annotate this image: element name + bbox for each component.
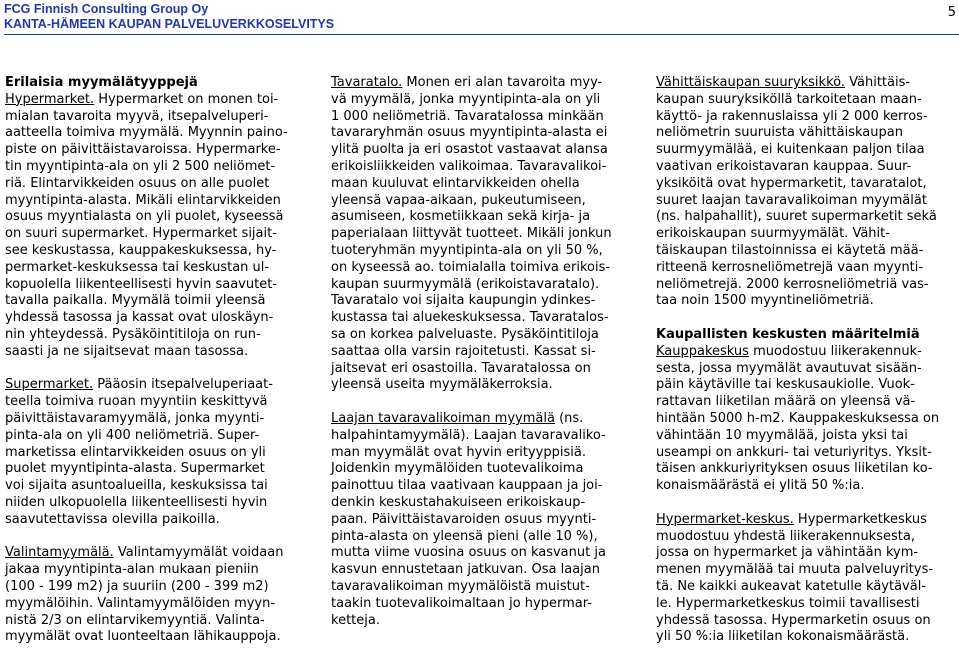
text-line: asumiseen, kosmetiikkaan sekä kirja- ja xyxy=(331,209,591,225)
text-line: Joidenkin myymälöiden tuotevalikoima xyxy=(331,461,584,477)
text-line: Pääosin itsepalveluperiaat- xyxy=(93,377,273,393)
term-supermarket: Supermarket. xyxy=(5,377,94,393)
text-line: maan kuuluvat elintarvikkeiden ohella xyxy=(331,175,580,191)
text-line: myymälöihin. Valintamyymälöiden myyn- xyxy=(5,595,276,611)
text-line: kopuolella liikenteellisesti hyvin saavutet- xyxy=(5,276,277,292)
text-line: taa noin 1500 myyntineliömetriä. xyxy=(656,293,874,309)
text-line: piste on päivittäistavaroissa. Hypermarke- xyxy=(5,142,281,158)
paragraph-hypermarket xyxy=(5,92,305,361)
text-line: Monen eri alan tavaroita myy- xyxy=(402,75,603,90)
paragraph-hypermarket-keskus xyxy=(656,512,959,646)
text-line: ritteenä kerrosneliömetrejä vaan myynti- xyxy=(656,259,924,275)
paragraph-valintamyymala xyxy=(5,545,305,646)
text-line: vaativan erikoistavaran kauppaa. Suur- xyxy=(656,158,912,174)
text-line: vähintään 10 myymälää, joista yksi tai xyxy=(656,427,908,443)
column-right xyxy=(656,75,959,663)
text-line: päin käytäville tai keskusaukiolle. Vuok- xyxy=(656,377,915,393)
text-line: mialan tavaroita myyvä, itsepalveluperi- xyxy=(5,108,269,124)
text-line: mutta viime vuosina osuus on kasvanut ja xyxy=(331,545,606,561)
text-line: kaupan suurmyymälä (erikoistavaratalo). xyxy=(331,276,600,292)
text-line: Hypermarketkeskus xyxy=(793,511,927,527)
text-line: ylitä puolta ja eri osastot vastaavat alansa xyxy=(331,142,608,158)
text-line: see keskustassa, kauppakeskuksessa, hy- xyxy=(5,242,277,258)
text-line: täiskaupan tilastoinnissa ei käytetä mää- xyxy=(656,242,924,258)
text-line: myyntipinta-alasta. Mikäli elintarvikkeiden xyxy=(5,192,281,208)
text-line: yli 50 %:ia liiketilan kokonaismäärästä. xyxy=(656,629,910,645)
company-name: FCG Finnish Consulting Group Oy xyxy=(4,2,209,16)
text-line: taakin tuotevalikoimaltaan jo hypermar- xyxy=(331,595,592,611)
column-left xyxy=(5,75,305,663)
text-line: aatteella toimiva myymälä. Myynnin paino- xyxy=(5,125,288,141)
text-line: suuret laajan tavaravalikoiman myymälät xyxy=(656,192,927,208)
text-line: tä. Ne kaikki aukeavat katetulle käytäväl- xyxy=(656,578,927,594)
text-line: (ns. xyxy=(554,410,584,426)
text-line: tavararyhmän osuus myyntipinta-alasta ei xyxy=(331,125,608,141)
text-line: myymälät ovat luonteeltaan lähikauppoja. xyxy=(5,629,281,645)
text-line: riä. Elintarvikkeiden osuus on alle puolet xyxy=(5,175,270,191)
text-line: le. Hypermarketkeskus toimii tavallisesti xyxy=(656,595,920,611)
text-line: neliömetrejä. 2000 kerrosneliömetriä vas- xyxy=(656,276,929,292)
text-line: sesta, jossa myymälät avautuvat sisään- xyxy=(656,360,922,376)
text-line: saavutettavissa olevilla paikoilla. xyxy=(5,511,220,527)
text-line: 1 000 neliömetriä. Tavaratalossa minkään xyxy=(331,108,604,124)
text-line: rattavan liiketilan määrä on yleensä vä- xyxy=(656,394,916,410)
text-line: Vähittäis- xyxy=(845,75,911,90)
header-rule xyxy=(4,34,959,35)
column-middle xyxy=(331,75,635,646)
paragraph-supermarket xyxy=(5,377,305,528)
term-tavaratalo: Tavaratalo. xyxy=(331,75,403,90)
page-number: 5 xyxy=(947,5,956,20)
term-hypermarket-keskus: Hypermarket-keskus. xyxy=(656,511,794,527)
text-line: täisen ankkuriyrityksen osuus liiketilan ko- xyxy=(656,461,933,477)
text-line: nin yhteydessä. Pysäköintitiloja on run- xyxy=(5,326,261,342)
text-line: jakaa myyntipinta-alan mukaan pieniin xyxy=(5,562,259,578)
text-line: saattaa olla varsin rajoitetusti. Kassat si- xyxy=(331,343,596,359)
text-line: neliömetrin suuruista vähittäiskaupan xyxy=(656,125,903,141)
paragraph-tavaratalo xyxy=(331,75,635,394)
text-line: useampi on ankkuri- tai veturiyritys. Yksit- xyxy=(656,444,932,460)
text-line: jossa on hypermarket ja vähintään kym- xyxy=(656,545,919,561)
text-line: kasvun ennustetaan jatkuvan. Osa laajan xyxy=(331,562,601,578)
text-line: marketissa elintarvikkeiden osuus on yli xyxy=(5,444,266,460)
text-line: muodostuu liikerakennuk- xyxy=(748,343,922,359)
text-line: denkin keskustahakuiseen erikoiskaup- xyxy=(331,494,586,510)
term-vahittaiskaupan-suuryksikko: Vähittäiskaupan suuryksikkö. xyxy=(656,75,845,90)
paragraph-kauppakeskus xyxy=(656,344,959,495)
text-line: puolet myyntipinta-alasta. Supermarket xyxy=(5,461,265,477)
text-line: niiden ulkopuolella liikenteellisesti hyvin xyxy=(5,494,268,510)
text-line: permarket-keskuksessa tai keskustan ul- xyxy=(5,259,270,275)
text-line: on suuri supermarket. Hypermarket sijait- xyxy=(5,226,277,242)
text-line: ketteja. xyxy=(331,612,380,628)
section-heading-store-types: Erilaisia myymälätyyppejä xyxy=(5,75,198,90)
text-line: Tavaratalo voi sijaita kaupungin ydinkes- xyxy=(331,293,596,309)
text-line: sa on korkea palveluaste. Pysäköintitiloja xyxy=(331,326,599,342)
text-line: paan. Päivittäistavaroiden osuus myynti- xyxy=(331,511,597,527)
text-line: paperialaan liittyvät tuotteet. Mikäli jonkun xyxy=(331,226,612,242)
text-line: päivittäistavaramyymälä, jonka myynti- xyxy=(5,410,265,426)
term-valintamyymala: Valintamyymälä. xyxy=(5,545,114,561)
text-line: konaismäärästä ei ylitä 50 %:ia. xyxy=(656,478,865,494)
text-line: nistä 2/3 on elintarvikemyyntiä. Valinta- xyxy=(5,612,265,628)
text-line: saasti ja ne sijaitsevat maan tasossa. xyxy=(5,343,249,359)
text-line: teella toimiva ruoan myyntiin keskittyvä xyxy=(5,394,268,410)
text-line: kaupan suuryksiköllä tarkoitetaan maan- xyxy=(656,91,922,107)
text-line: menen myymälää tai muuta palveluyritys- xyxy=(656,562,934,578)
text-line: muodostuu yhdestä liikerakennuksesta, xyxy=(656,528,915,544)
text-line: erikoisliikkeiden valikoimaa. Tavaravalikoi- xyxy=(331,158,607,174)
text-line: painottuu tilaa vaativaan kauppaan ja joi- xyxy=(331,478,603,494)
term-kauppakeskus: Kauppakeskus xyxy=(656,343,749,359)
term-laaja-tavaravalikoima: Laajan tavaravalikoiman myymälä xyxy=(331,410,555,426)
text-line: on kyseessä ao. toimialalla toimiva erikois- xyxy=(331,259,611,275)
text-line: käyttö- ja rakennuslaissa yli 2 000 kerros- xyxy=(656,108,928,124)
text-line: Valintamyymälät voidaan xyxy=(113,545,284,561)
paragraph-laaja-tavaravalikoima xyxy=(331,411,635,629)
text-line: tin myyntipinta-ala on yli 2 500 neliömet- xyxy=(5,158,276,174)
text-line: erikoiskaupan suurmyymälät. Vähit- xyxy=(656,226,890,242)
section-heading-kaupalliset-keskukset: Kaupallisten keskusten määritelmiä xyxy=(656,326,920,342)
text-line: yhdessä tasossa. Hypermarketin osuus on xyxy=(656,612,931,628)
text-line: yleensä vapaa-aikaan, pukeutumiseen, xyxy=(331,192,586,208)
text-line: halpahintamyymälä). Laajan tavaravaliko- xyxy=(331,427,606,443)
text-line: man myymälät ovat hyvin erityyppisiä. xyxy=(331,444,586,460)
text-line: tavaravalikoiman myymälöistä muistut- xyxy=(331,578,590,594)
text-line: tavalla paikalla. Myymälä toimii yleensä xyxy=(5,293,266,309)
paragraph-vahittaiskaupan-suuryksikko xyxy=(656,75,959,310)
text-line: pinta-alasta on yleensä pieni (alle 10 %), xyxy=(331,528,598,544)
text-line: pinta-ala on yli 400 neliömetriä. Super- xyxy=(5,427,260,443)
text-line: suurmyymälää, ei kuitenkaan paljon tilaa xyxy=(656,142,925,158)
text-line: yleensä useita myymäläkerroksia. xyxy=(331,377,553,393)
text-line: kustassa tai aluekeskuksessa. Tavaratalos- xyxy=(331,310,609,326)
text-line: jaitsevat eri osastoilla. Tavaratalossa on xyxy=(331,360,591,376)
text-line: voi sijaita asuntoalueilla, keskuksissa tai xyxy=(5,478,268,494)
text-line: osuus myyntialasta on yli puolet, kyseessä xyxy=(5,209,284,225)
term-hypermarket: Hypermarket. xyxy=(5,91,95,107)
text-line: hintään 5000 h-m2. Kauppakeskuksessa on xyxy=(656,410,940,426)
text-line: (100 - 199 m2) ja suuriin (200 - 399 m2) xyxy=(5,578,269,594)
page-header xyxy=(4,2,959,32)
text-line: Hypermarket on monen toi- xyxy=(94,91,279,107)
text-line: yksiköitä ovat hypermarketit, tavaratalot, xyxy=(656,175,927,191)
text-line: tuoteryhmän myyntipinta-ala on yli 50 %, xyxy=(331,242,603,258)
text-line: vä myymälä, jonka myyntipinta-ala on yli xyxy=(331,91,601,107)
report-title: KANTA-HÄMEEN KAUPAN PALVELUVERKKOSELVITYS xyxy=(4,17,335,31)
text-line: yhdessä tasossa ja kassat ovat uloskäyn- xyxy=(5,310,274,326)
text-line: (ns. halpahallit), suuret supermarketit sekä xyxy=(656,209,937,225)
